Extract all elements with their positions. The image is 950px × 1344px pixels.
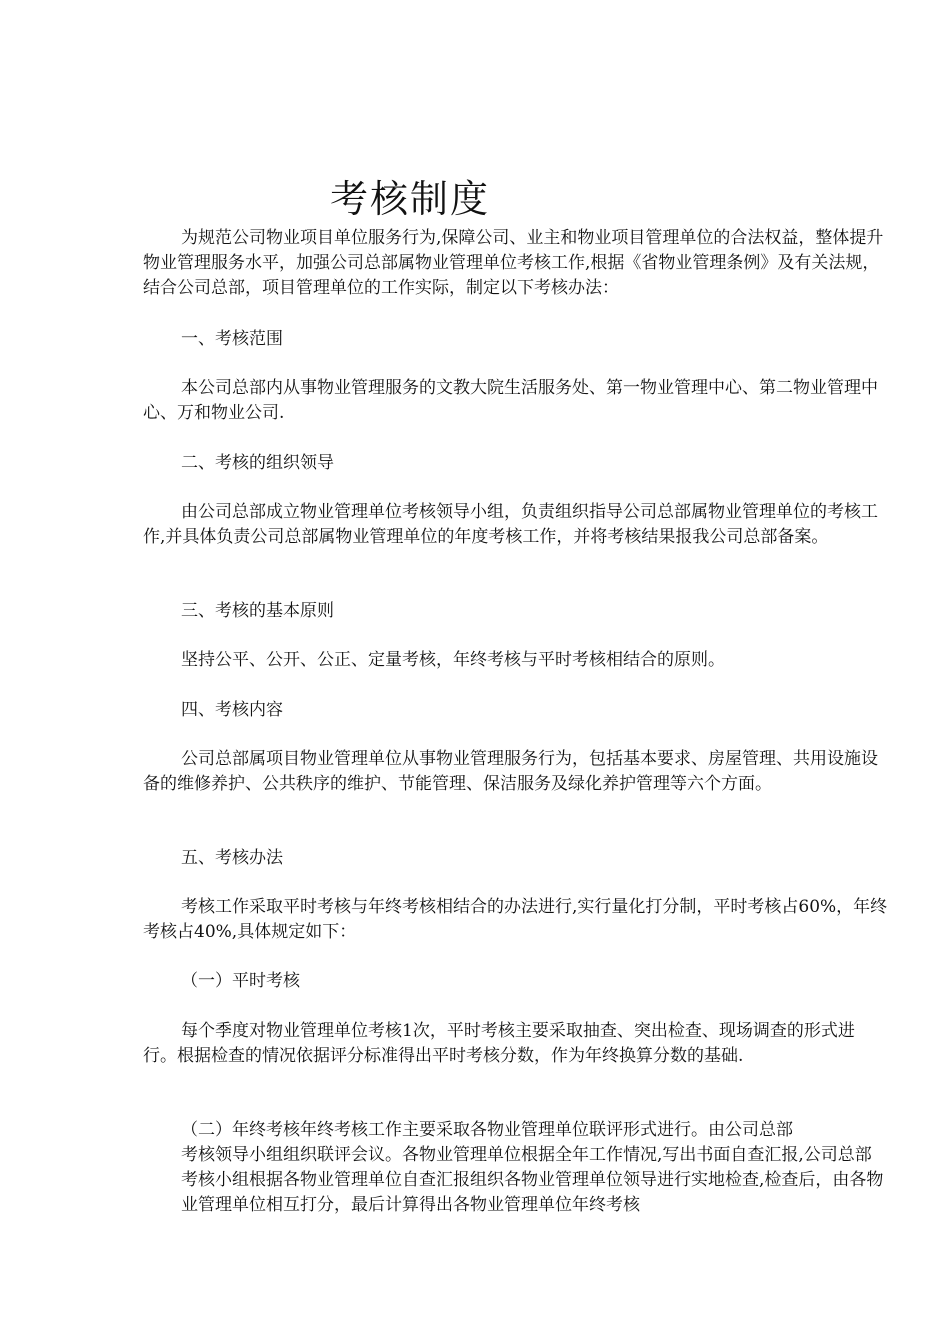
subsection-body-regular: 每个季度对物业管理单位考核1次，平时考核主要采取抽查、突出检查、现场调查的形式进行。根据检查的情况依据评分标准得出平时考核分数，作为年终换算分数的基础. [143,1021,855,1066]
section-body-leadership: 由公司总部成立物业管理单位考核领导小组，负责组织指导公司总部属物业管理单位的考核工作,并具体负责公司总部属物业管理单位的年度考核工作，并将考核结果报我公司总部备案。 [143,502,878,547]
section-heading-method: 五、考核办法 [181,848,283,868]
section-body-method: 考核工作采取平时考核与年终考核相结合的办法进行,实行量化打分制，平时考核占60%，年终考核占40%,具体规定如下： [143,897,888,942]
section-body-principles: 坚持公平、公开、公正、定量考核，年终考核与平时考核相结合的原则。 [181,650,725,670]
section-body-scope: 本公司总部内从事物业管理服务的文教大院生活服务处、第一物业管理中心、第二物业管理中心、万和物业公司. [143,378,878,423]
subsection-lead-annual: （二）年终考核年终考核工作主要采取各物业管理单位联评形式进行。由公司总部 [181,1120,793,1140]
section-heading-principles: 三、考核的基本原则 [181,601,334,621]
section-heading-leadership: 二、考核的组织领导 [181,453,334,473]
section-body-content: 公司总部属项目物业管理单位从事物业管理服务行为，包括基本要求、房屋管理、共用设施设备的维修养护、公共秩序的维护、节能管理、保洁服务及绿化养护管理等六个方面。 [143,749,878,794]
intro-paragraph: 为规范公司物业项目单位服务行为,保障公司、业主和物业项目管理单位的合法权益，整体提升物业管理服务水平，加强公司总部属物业管理单位考核工作,根据《省物业管理条例》及有关法规，结合公司总部，项目管理单位的工作实际，制定以下考核办法： [143,228,884,298]
subsection-body-annual: 考核领导小组组织联评会议。各物业管理单位根据全年工作情况,写出书面自查汇报,公司总部考核小组根据各物业管理单位自查汇报组织各物业管理单位领导进行实地检查,检查后，由各物业管理单位相互打分，最后计算得出各物业管理单位年终考核 [181,1145,884,1215]
subsection-heading-regular: （一）平时考核 [181,971,300,991]
section-heading-content: 四、考核内容 [181,700,283,720]
section-heading-scope: 一、考核范围 [181,329,283,349]
document-title: 考核制度 [330,177,491,222]
